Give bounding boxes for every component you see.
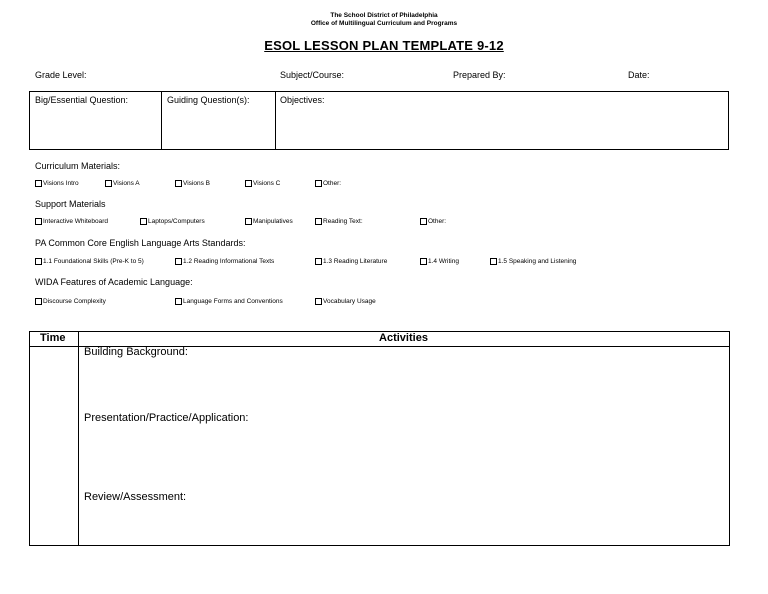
checkbox-standard-1-1[interactable] — [35, 258, 144, 265]
checkbox-icon[interactable] — [35, 180, 42, 187]
option-label: Manipulatives — [253, 218, 293, 225]
checkbox-icon[interactable] — [315, 258, 322, 265]
option-label: Laptops/Computers — [148, 218, 205, 225]
objectives-cell[interactable]: Objectives: — [280, 95, 325, 105]
option-label: 1.1 Foundational Skills (Pre-K to 5) — [43, 258, 144, 265]
option-label: Interactive Whiteboard — [43, 218, 109, 225]
column-divider — [275, 92, 276, 149]
checkbox-icon[interactable] — [105, 180, 112, 187]
wida-label: WIDA Features of Academic Language: — [35, 277, 193, 287]
checkbox-icon[interactable] — [140, 218, 147, 225]
standards-label: PA Common Core English Language Arts Standards: — [35, 238, 246, 248]
option-label: Other: — [323, 180, 342, 187]
checkbox-vocabulary-usage[interactable] — [315, 298, 376, 305]
option-label: Visions A — [113, 180, 140, 187]
time-column-divider — [78, 332, 79, 545]
checkbox-interactive-whiteboard[interactable] — [35, 218, 108, 225]
checkbox-standard-1-3[interactable] — [315, 258, 387, 265]
checkbox-reading-text[interactable] — [315, 218, 363, 225]
checkbox-laptops[interactable] — [140, 218, 205, 225]
checkbox-visions-intro[interactable] — [35, 180, 79, 187]
option-label: Visions C — [253, 180, 281, 187]
option-label: Visions Intro — [43, 180, 79, 187]
checkbox-standard-1-2[interactable] — [175, 258, 274, 265]
checkbox-icon[interactable] — [175, 258, 182, 265]
activities-header: Activities — [379, 332, 428, 344]
review-assessment-cell[interactable]: Review/Assessment: — [84, 491, 187, 503]
checkbox-icon[interactable] — [35, 258, 42, 265]
checkbox-icon[interactable] — [315, 218, 322, 225]
questions-table — [29, 91, 729, 150]
option-label: Other: — [428, 218, 447, 225]
checkbox-visions-b[interactable] — [175, 180, 210, 187]
checkbox-curriculum-other[interactable] — [315, 180, 341, 187]
checkbox-visions-a[interactable] — [105, 180, 140, 187]
checkbox-icon[interactable] — [175, 298, 182, 305]
column-divider — [161, 92, 162, 149]
checkbox-icon[interactable] — [315, 180, 322, 187]
date-field[interactable]: Date: — [628, 70, 650, 80]
checkbox-language-forms[interactable] — [175, 298, 283, 305]
option-label: 1.3 Reading Literature — [323, 258, 388, 265]
grade-level-field[interactable]: Grade Level: — [35, 70, 87, 80]
option-label: 1.2 Reading Informational Texts — [183, 258, 275, 265]
checkbox-discourse-complexity[interactable] — [35, 298, 106, 305]
checkbox-standard-1-4[interactable] — [420, 258, 459, 265]
checkbox-icon[interactable] — [420, 218, 427, 225]
option-label: Vocabulary Usage — [323, 298, 376, 305]
checkbox-visions-c[interactable] — [245, 180, 280, 187]
building-background-cell[interactable]: Building Background: — [84, 346, 188, 358]
page-title: ESOL LESSON PLAN TEMPLATE 9-12 — [264, 38, 504, 53]
option-label: Visions B — [183, 180, 210, 187]
checkbox-icon[interactable] — [35, 298, 42, 305]
checkbox-icon[interactable] — [245, 218, 252, 225]
presentation-practice-cell[interactable]: Presentation/Practice/Application: — [84, 412, 249, 424]
district-name: The School District of Philadelphia — [330, 12, 438, 19]
option-label: Reading Text: — [323, 218, 363, 225]
option-label: 1.5 Speaking and Listening — [498, 258, 577, 265]
checkbox-manipulatives[interactable] — [245, 218, 293, 225]
support-materials-label: Support Materials — [35, 199, 106, 209]
checkbox-icon[interactable] — [35, 218, 42, 225]
checkbox-standard-1-5[interactable] — [490, 258, 576, 265]
office-name: Office of Multilingual Curriculum and Programs — [310, 20, 458, 27]
district-header — [0, 12, 768, 28]
subject-field[interactable]: Subject/Course: — [280, 70, 345, 80]
time-header: Time — [40, 332, 66, 344]
option-label: 1.4 Writing — [428, 258, 459, 265]
activities-table — [29, 331, 730, 546]
checkbox-icon[interactable] — [490, 258, 497, 265]
checkbox-icon[interactable] — [175, 180, 182, 187]
prepared-by-field[interactable]: Prepared By: — [453, 70, 506, 80]
curriculum-materials-label: Curriculum Materials: — [35, 161, 121, 171]
checkbox-icon[interactable] — [245, 180, 252, 187]
big-question-cell[interactable]: Big/Essential Question: — [35, 95, 129, 105]
checkbox-icon[interactable] — [420, 258, 427, 265]
option-label: Language Forms and Conventions — [183, 298, 283, 305]
checkbox-support-other[interactable] — [420, 218, 446, 225]
guiding-question-cell[interactable]: Guiding Question(s): — [167, 95, 250, 105]
checkbox-icon[interactable] — [315, 298, 322, 305]
option-label: Discourse Complexity — [43, 298, 106, 305]
